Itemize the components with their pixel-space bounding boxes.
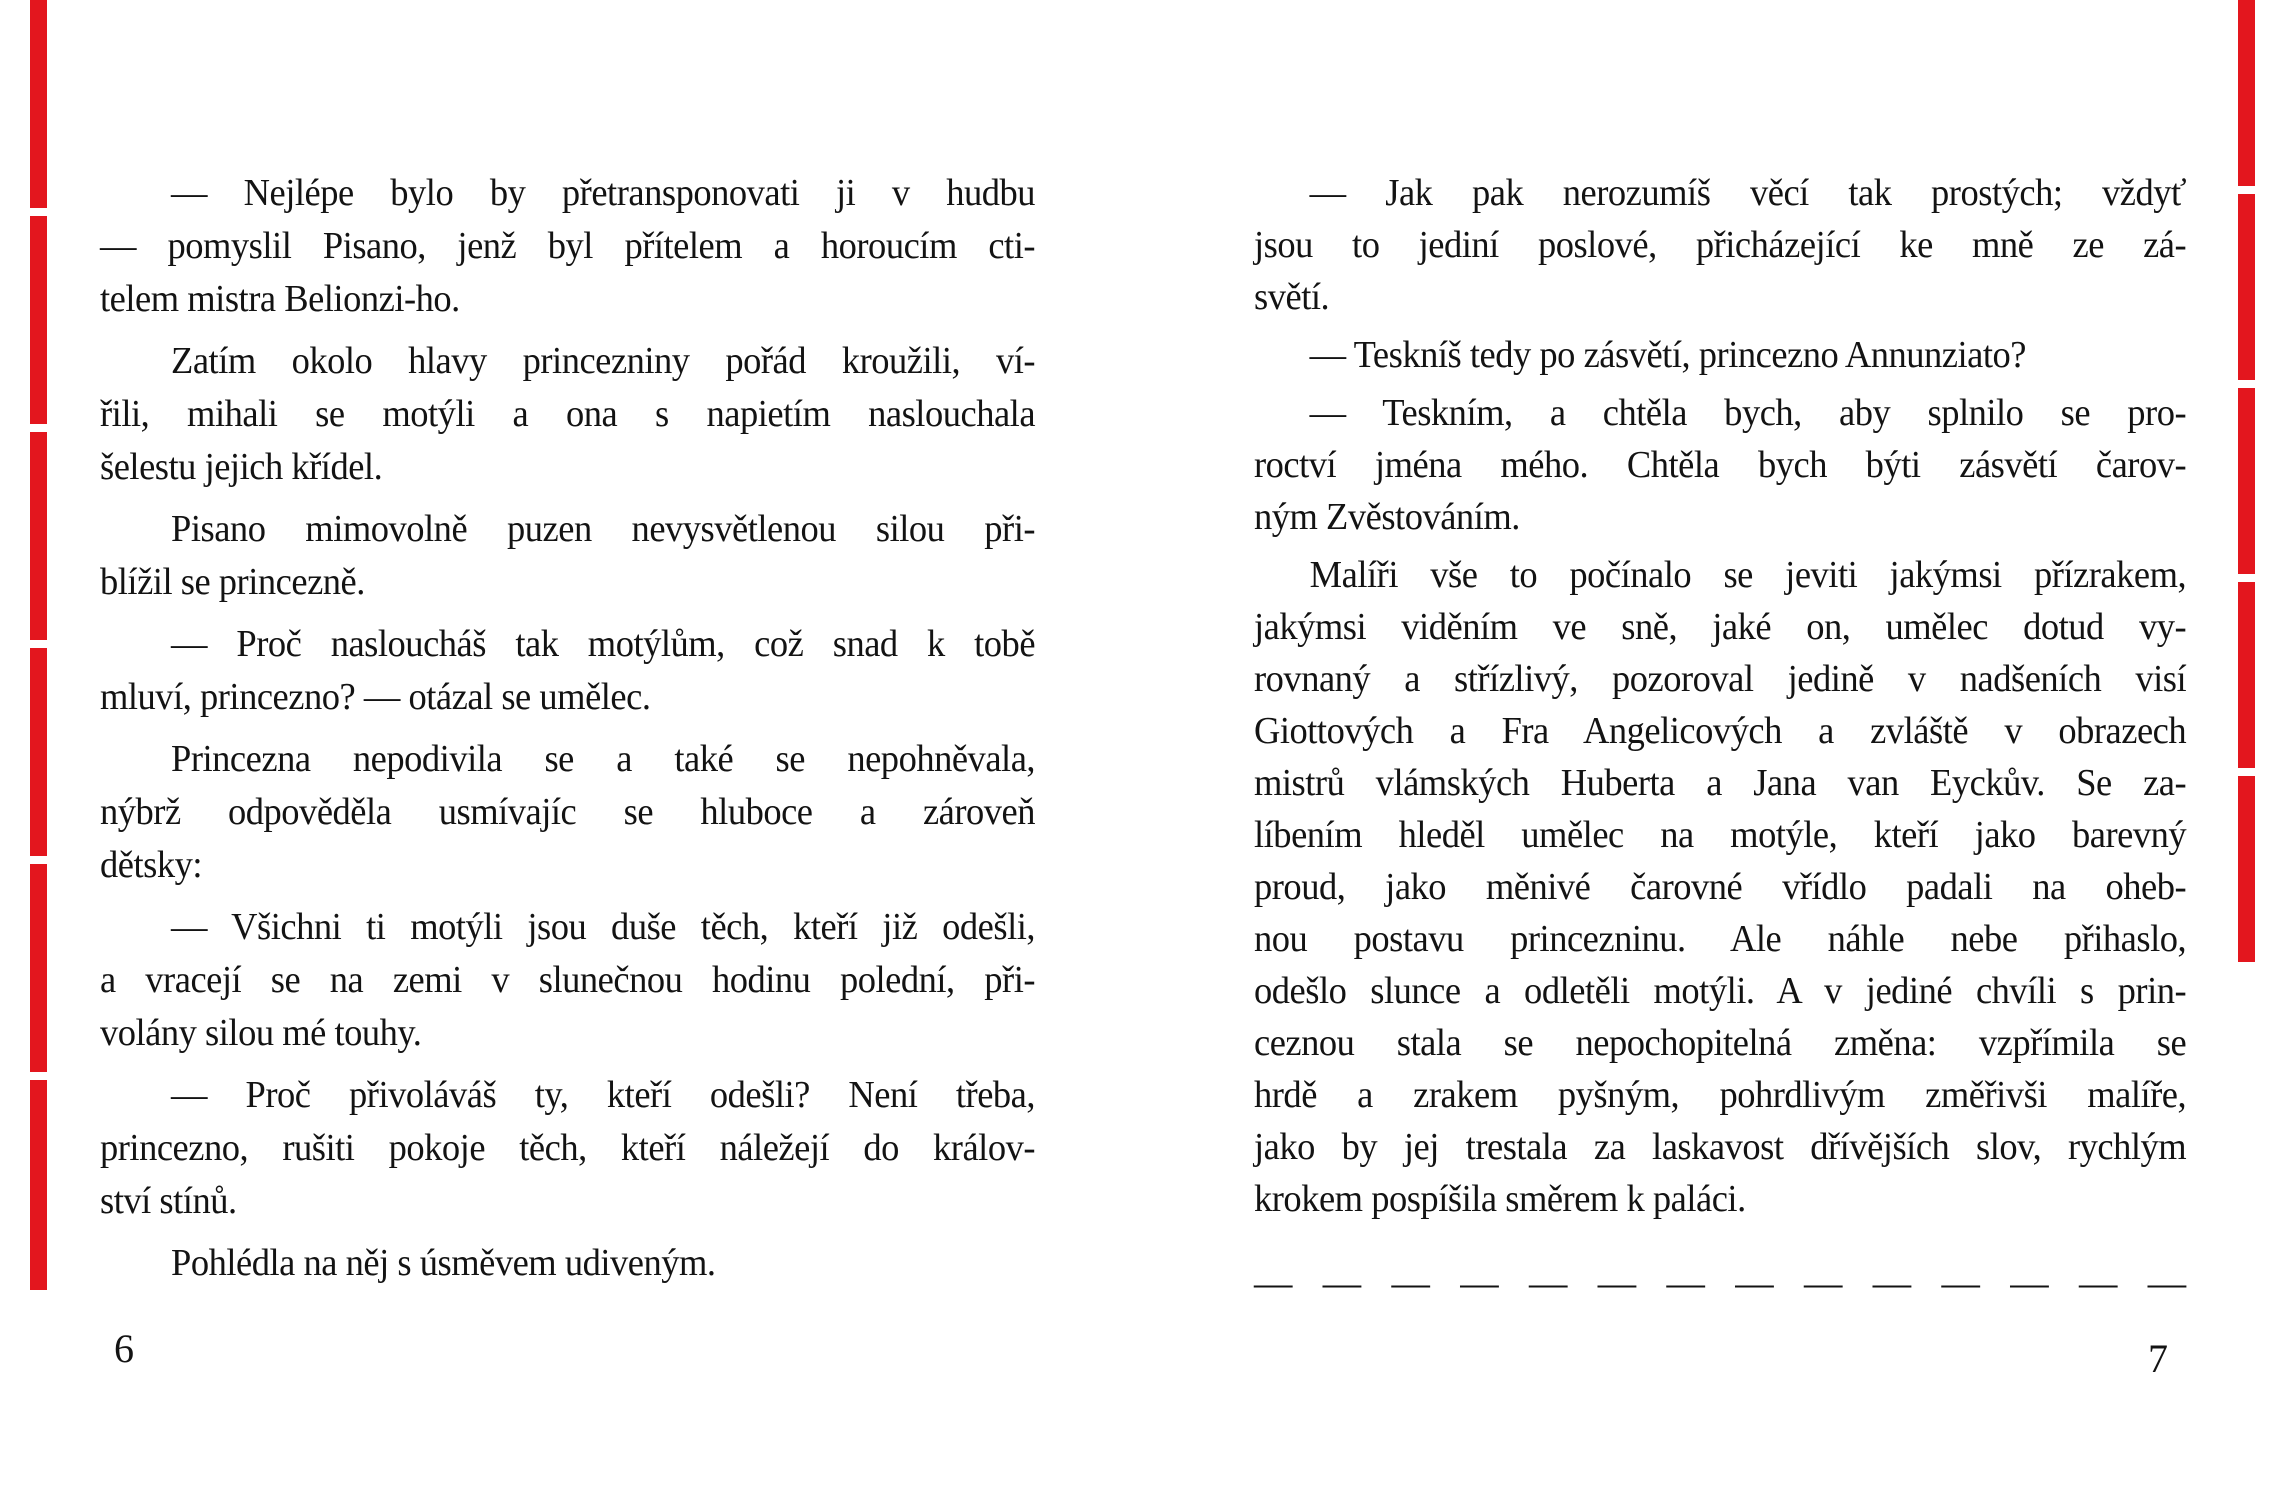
text-line: hrdě a zrakem pyšným, pohrdlivým změřivši malíře, [1254,1074,2187,1116]
text-line: Giottových a Fra Angelicových a zvláště v obrazech [1254,710,2187,752]
paragraph [100,1237,1035,1290]
watermark-segment [30,1080,47,1290]
text-line: ství stínů. [100,1180,237,1222]
watermark-segment [2238,194,2255,380]
paragraph [100,1069,1035,1228]
text-line: ným Zvěstováním. [1254,496,1520,538]
paragraph [100,503,1035,609]
paragraph [100,167,1035,326]
text-line: telem mistra Belionzi-ho. [100,278,460,320]
page-number-right: 7 [2148,1336,2168,1381]
text-line: roctví jména mého. Chtěla bych býti zásvětí čarov- [1254,444,2187,486]
text-line: a vracejí se na zemi v slunečnou hodinu polední, při- [100,959,1036,1001]
paragraph [1254,167,2186,323]
text-line: rovnaný a střízlivý, pozoroval jedině v nadšeních visí [1254,658,2187,700]
text-line: Zatím okolo hlavy princezniny pořád kroužili, ví- [171,340,1036,382]
text-line: princezno, rušiti pokoje těch, kteří náležejí do králov- [100,1127,1036,1169]
left-page [100,167,1035,1290]
paragraph [100,618,1035,724]
text-line: Princezna nepodivila se a také se nepohněvala, [171,738,1036,780]
watermark-segment [30,432,47,640]
text-line: šelestu jejich křídel. [100,446,383,488]
page-number-left: 6 [114,1326,134,1371]
watermark-segment [30,216,47,424]
text-line: dětsky: [100,844,203,886]
paragraph [1254,329,2186,381]
watermark-segment [2238,0,2255,186]
paragraph [100,733,1035,892]
text-line: blížil se princezně. [100,561,365,603]
watermark-segment [30,648,47,856]
watermark-segment [30,0,47,208]
text-line: volány silou mé touhy. [100,1012,422,1054]
text-line: Pisano mimovolně puzen nevysvětlenou silou při- [171,508,1036,550]
text-line: jsou to jediní poslové, přicházející ke mně ze zá- [1254,224,2187,266]
paragraph [1254,387,2186,543]
paragraph [100,335,1035,494]
text-line: jako by jej trestala za laskavost dřívějších slov, rychlým [1254,1126,2187,1168]
text-line: — Teskním, a chtěla bych, aby splnilo se pro- [1309,392,2187,434]
right-page [1254,167,2186,1309]
text-line: jakýmsi viděním ve sně, jaké on, umělec dotud vy- [1254,606,2187,648]
text-line: — Nejlépe bylo by přetransponovati ji v hudbu [171,172,1036,214]
text-line: krokem pospíšila směrem k paláci. [1254,1178,1746,1220]
text-line: nou postavu princezninu. Ale náhle nebe přihaslo, [1254,918,2187,960]
scene-break-separator: — — — — — — — — — — — — — — [1254,1260,2187,1305]
text-line: mluví, princezno? — otázal se umělec. [100,676,651,718]
text-line: odešlo slunce a odletěli motýli. A v jediné chvíli s prin- [1254,970,2187,1012]
text-line: — pomyslil Pisano, jenž byl přítelem a horoucím cti- [100,225,1036,267]
text-line: líbením hleděl umělec na motýle, kteří jako barevný [1254,814,2187,856]
watermark-segment [2238,582,2255,768]
text-line: proud, jako měnivé čarovné vřídlo padali na oheb- [1254,866,2187,908]
text-line: nýbrž odpověděla usmívajíc se hluboce a zároveň [100,791,1036,833]
text-line: Pohlédla na něj s úsměvem udiveným. [171,1242,716,1284]
text-line: — Všichni ti motýli jsou duše těch, kteří již odešli, [171,906,1036,948]
text-line: — Teskníš tedy po zásvětí, princezno Annunziato? [1309,334,2027,376]
paragraph [100,901,1035,1060]
text-line: — Proč nasloucháš tak motýlům, což snad k tobě [171,623,1036,665]
text-line: — Proč přivoláváš ty, kteří odešli? Není třeba, [171,1074,1036,1116]
text-line: mistrů vlámských Huberta a Jana van Eyckův. Se za- [1254,762,2187,804]
text-line: světí. [1254,276,1330,318]
watermark-bar-right [2238,0,2255,1500]
text-line: řili, mihali se motýli a ona s napietím naslouchala [100,393,1036,435]
paragraph [1254,549,2186,1225]
text-line: ceznou stala se nepochopitelná změna: vzpřímila se [1254,1022,2187,1064]
text-line: — Jak pak nerozumíš věcí tak prostých; vždyť [1309,172,2187,214]
watermark-segment [2238,388,2255,574]
text-line: Malíři vše to počínalo se jeviti jakýmsi přízrakem, [1309,554,2187,596]
watermark-segment [30,864,47,1072]
watermark-bar-left [30,0,47,1500]
watermark-segment [2238,776,2255,962]
